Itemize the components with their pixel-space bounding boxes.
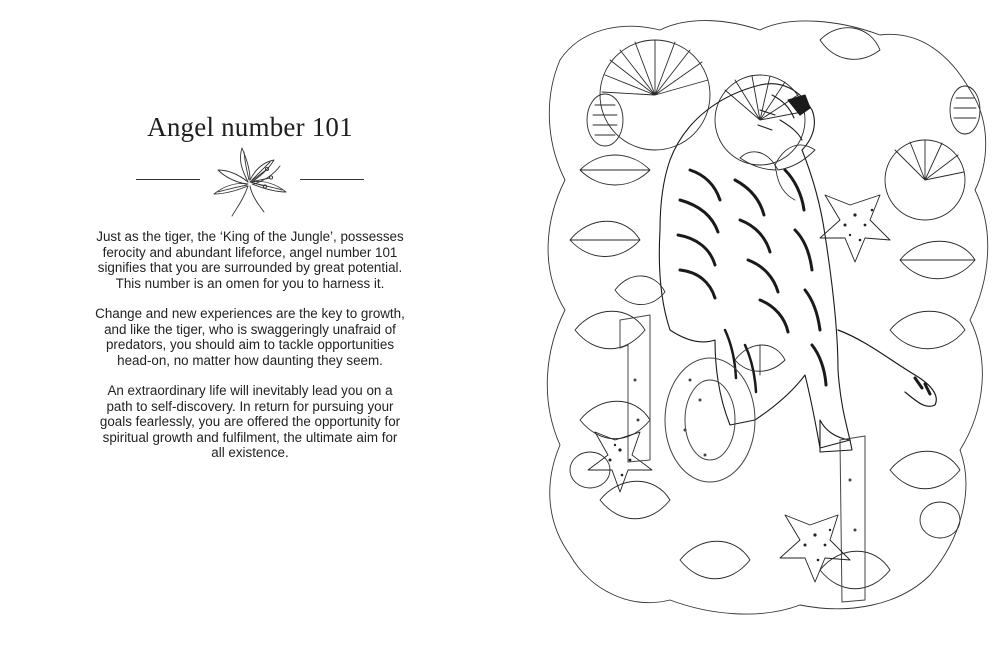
left-page bbox=[0, 0, 500, 650]
page-title: Angel number 101 bbox=[147, 112, 353, 142]
paragraph: Change and new experiences are the key to growth, and like the tiger, who is swaggeringly unafraid of predators, you should aim to tackle opportunities head-on, no matter how daunting they seem. bbox=[95, 306, 405, 368]
paragraph: Just as the tiger, the ‘King of the Jungle’, possesses ferocity and abundant lifeforce, angel number 101 signifies that you are surrounded by great potential. This number is an omen for you to harness it. bbox=[96, 229, 404, 291]
body-text bbox=[95, 229, 405, 476]
paragraph: An extraordinary life will inevitably lead you on a path to self-discovery. In return for pursuing your goals fearlessly, you are offered the opportunity for spiritual growth and fulfilment, the ultimate aim for all existence. bbox=[99, 383, 401, 460]
divider-rule-left bbox=[136, 179, 200, 180]
spotted-orchid-flowers bbox=[588, 195, 890, 582]
foliage-outline bbox=[547, 21, 987, 615]
tiger-icon bbox=[659, 84, 936, 452]
fan-palm-leaves bbox=[600, 40, 965, 220]
right-page bbox=[520, 0, 1001, 650]
tiger-illustration bbox=[520, 0, 1001, 650]
lily-icon bbox=[208, 140, 292, 220]
number-101 bbox=[620, 315, 865, 602]
ornament-divider bbox=[130, 140, 370, 220]
divider-rule-right bbox=[300, 179, 364, 180]
